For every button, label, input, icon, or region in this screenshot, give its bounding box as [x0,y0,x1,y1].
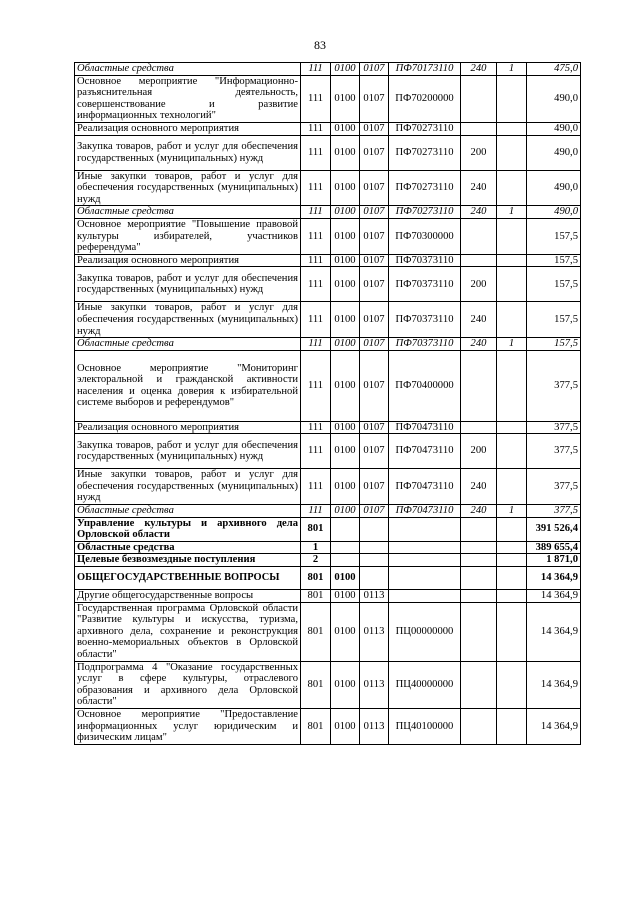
expense-type-cell [461,541,497,554]
funding-source-cell [497,541,527,554]
funding-source-cell: 1 [497,338,527,351]
table-row [75,554,581,567]
subsection-code-cell: 0107 [360,218,389,254]
amount-cell: 157,5 [527,218,581,254]
expense-type-cell [461,661,497,708]
funding-source-cell [497,135,527,170]
table-row [75,661,581,708]
item-name-cell: Закупка товаров, работ и услуг для обеспечения государственных (муниципальных) нужд [75,135,301,170]
funding-source-cell [497,122,527,135]
amount-cell: 490,0 [527,122,581,135]
table-row [75,218,581,254]
subsection-code-cell: 0107 [360,434,389,469]
funding-source-cell [497,350,527,421]
item-name-cell: Областные средства [75,206,301,219]
amount-cell: 377,5 [527,434,581,469]
target-article-cell: ПФ70473110 [389,505,461,518]
subsection-code-cell [360,541,389,554]
item-name-cell: Иные закупки товаров, работ и услуг для обеспечения государственных (муниципальных) нужд [75,469,301,505]
item-name-cell: Областные средства [75,338,301,351]
expense-type-cell: 200 [461,267,497,302]
funding-source-cell [497,254,527,267]
ministry-code-cell: 111 [301,267,331,302]
section-code-cell: 0100 [331,709,360,745]
target-article-cell: ПФ70173110 [389,63,461,76]
ministry-code-cell: 111 [301,206,331,219]
budget-table-body [75,63,581,745]
ministry-code-cell: 801 [301,590,331,603]
item-name-cell: Реализация основного мероприятия [75,254,301,267]
target-article-cell: ПФ70473110 [389,434,461,469]
item-name-cell: Закупка товаров, работ и услуг для обеспечения государственных (муниципальных) нужд [75,434,301,469]
section-code-cell [331,517,360,541]
amount-cell: 157,5 [527,302,581,338]
amount-cell: 14 364,9 [527,661,581,708]
funding-source-cell [497,75,527,122]
ministry-code-cell: 111 [301,63,331,76]
expense-type-cell: 240 [461,338,497,351]
item-name-cell: Областные средства [75,505,301,518]
table-row [75,434,581,469]
target-article-cell: ПЦ00000000 [389,602,461,661]
target-article-cell [389,567,461,590]
amount-cell: 475,0 [527,63,581,76]
ministry-code-cell: 801 [301,517,331,541]
table-row [75,267,581,302]
funding-source-cell [497,590,527,603]
target-article-cell [389,554,461,567]
item-name-cell: Областные средства [75,63,301,76]
expense-type-cell [461,554,497,567]
table-row [75,505,581,518]
section-code-cell: 0100 [331,350,360,421]
page-number: 83 [314,38,326,52]
target-article-cell [389,541,461,554]
subsection-code-cell: 0107 [360,350,389,421]
funding-source-cell [497,709,527,745]
funding-source-cell [497,421,527,434]
funding-source-cell: 1 [497,63,527,76]
item-name-cell: Основное мероприятие "Предоставление информационных услуг юридическим и физическим лицам" [75,709,301,745]
amount-cell: 1 871,0 [527,554,581,567]
ministry-code-cell: 111 [301,469,331,505]
table-row [75,254,581,267]
ministry-code-cell: 111 [301,350,331,421]
expense-type-cell [461,122,497,135]
subsection-code-cell: 0107 [360,302,389,338]
amount-cell: 157,5 [527,338,581,351]
item-name-cell: Основное мероприятие "Повышение правовой культуры избирателей, участников референдума" [75,218,301,254]
ministry-code-cell: 111 [301,421,331,434]
section-code-cell: 0100 [331,421,360,434]
target-article-cell: ПФ70273110 [389,206,461,219]
item-name-cell: Подпрограмма 4 "Оказание государственных услуг в сфере культуры, отраслевого образования и архивного дела Орловской области" [75,661,301,708]
expense-type-cell [461,254,497,267]
target-article-cell: ПФ70373110 [389,254,461,267]
item-name-cell: Иные закупки товаров, работ и услуг для обеспечения государственных (муниципальных) нужд [75,170,301,206]
amount-cell: 490,0 [527,206,581,219]
subsection-code-cell [360,554,389,567]
target-article-cell: ПЦ40100000 [389,709,461,745]
funding-source-cell [497,469,527,505]
ministry-code-cell: 111 [301,254,331,267]
expense-type-cell [461,350,497,421]
subsection-code-cell: 0107 [360,75,389,122]
expense-type-cell: 200 [461,135,497,170]
table-row [75,75,581,122]
ministry-code-cell: 111 [301,135,331,170]
target-article-cell: ПФ70473110 [389,469,461,505]
target-article-cell: ПЦ40000000 [389,661,461,708]
table-row [75,567,581,590]
section-code-cell: 0100 [331,661,360,708]
amount-cell: 14 364,9 [527,602,581,661]
section-code-cell: 0100 [331,63,360,76]
amount-cell: 14 364,9 [527,590,581,603]
subsection-code-cell: 0113 [360,602,389,661]
section-code-cell: 0100 [331,590,360,603]
target-article-cell: ПФ70373110 [389,338,461,351]
target-article-cell: ПФ70373110 [389,267,461,302]
funding-source-cell [497,602,527,661]
ministry-code-cell: 801 [301,602,331,661]
subsection-code-cell: 0113 [360,661,389,708]
section-code-cell [331,541,360,554]
table-row [75,338,581,351]
amount-cell: 377,5 [527,421,581,434]
table-row [75,709,581,745]
ministry-code-cell: 111 [301,122,331,135]
item-name-cell: Управление культуры и архивного дела Орловской области [75,517,301,541]
expense-type-cell [461,75,497,122]
table-row [75,302,581,338]
table-row [75,135,581,170]
target-article-cell [389,517,461,541]
subsection-code-cell: 0107 [360,206,389,219]
subsection-code-cell: 0107 [360,267,389,302]
funding-source-cell [497,302,527,338]
expense-type-cell: 200 [461,434,497,469]
item-name-cell: Государственная программа Орловской области "Развитие культуры и искусства, туризма, архивного дела, сохранение и реконструкция военно-мемориальных объектов в Орловской области" [75,602,301,661]
section-code-cell: 0100 [331,567,360,590]
section-code-cell: 0100 [331,505,360,518]
target-article-cell: ПФ70273110 [389,135,461,170]
funding-source-cell: 1 [497,505,527,518]
ministry-code-cell: 111 [301,434,331,469]
subsection-code-cell: 0107 [360,421,389,434]
budget-table [74,62,581,745]
expense-type-cell: 240 [461,170,497,206]
item-name-cell: ОБЩЕГОСУДАРСТВЕННЫЕ ВОПРОСЫ [75,567,301,590]
amount-cell: 157,5 [527,267,581,302]
subsection-code-cell [360,567,389,590]
funding-source-cell: 1 [497,206,527,219]
target-article-cell: ПФ70473110 [389,421,461,434]
subsection-code-cell: 0113 [360,590,389,603]
item-name-cell: Основное мероприятие "Информационно-разъяснительная деятельность, совершенствование и развитие информационных технологий" [75,75,301,122]
section-code-cell: 0100 [331,267,360,302]
table-row [75,350,581,421]
expense-type-cell: 240 [461,206,497,219]
ministry-code-cell: 801 [301,567,331,590]
ministry-code-cell: 2 [301,554,331,567]
subsection-code-cell: 0107 [360,170,389,206]
table-row [75,469,581,505]
ministry-code-cell: 111 [301,75,331,122]
item-name-cell: Иные закупки товаров, работ и услуг для обеспечения государственных (муниципальных) нужд [75,302,301,338]
subsection-code-cell: 0107 [360,338,389,351]
table-row [75,206,581,219]
subsection-code-cell: 0107 [360,469,389,505]
funding-source-cell [497,170,527,206]
item-name-cell: Областные средства [75,541,301,554]
expense-type-cell [461,602,497,661]
subsection-code-cell: 0107 [360,254,389,267]
section-code-cell: 0100 [331,434,360,469]
funding-source-cell [497,661,527,708]
expense-type-cell [461,218,497,254]
table-row [75,541,581,554]
ministry-code-cell: 1 [301,541,331,554]
section-code-cell: 0100 [331,135,360,170]
amount-cell: 377,5 [527,469,581,505]
table-row [75,517,581,541]
funding-source-cell [497,517,527,541]
section-code-cell [331,554,360,567]
section-code-cell: 0100 [331,122,360,135]
ministry-code-cell: 801 [301,661,331,708]
funding-source-cell [497,434,527,469]
amount-cell: 14 364,9 [527,709,581,745]
section-code-cell: 0100 [331,302,360,338]
table-row [75,590,581,603]
expense-type-cell [461,517,497,541]
ministry-code-cell: 111 [301,338,331,351]
section-code-cell: 0100 [331,469,360,505]
table-row [75,122,581,135]
target-article-cell: ПФ70200000 [389,75,461,122]
ministry-code-cell: 111 [301,505,331,518]
expense-type-cell [461,421,497,434]
amount-cell: 391 526,4 [527,517,581,541]
amount-cell: 490,0 [527,135,581,170]
amount-cell: 14 364,9 [527,567,581,590]
item-name-cell: Реализация основного мероприятия [75,421,301,434]
section-code-cell: 0100 [331,218,360,254]
section-code-cell: 0100 [331,170,360,206]
target-article-cell: ПФ70273110 [389,170,461,206]
table-row [75,170,581,206]
table-row [75,602,581,661]
item-name-cell: Другие общегосударственные вопросы [75,590,301,603]
target-article-cell: ПФ70400000 [389,350,461,421]
ministry-code-cell: 801 [301,709,331,745]
item-name-cell: Основное мероприятие "Мониторинг электоральной и гражданской активности населения и оценка доверия к избирательной системе выборов и референдумов" [75,350,301,421]
funding-source-cell [497,267,527,302]
item-name-cell: Целевые безвозмездные поступления [75,554,301,567]
expense-type-cell [461,590,497,603]
table-row [75,421,581,434]
subsection-code-cell: 0113 [360,709,389,745]
funding-source-cell [497,554,527,567]
target-article-cell: ПФ70300000 [389,218,461,254]
subsection-code-cell: 0107 [360,505,389,518]
ministry-code-cell: 111 [301,302,331,338]
table-row [75,63,581,76]
amount-cell: 490,0 [527,75,581,122]
expense-type-cell [461,709,497,745]
expense-type-cell [461,567,497,590]
subsection-code-cell: 0107 [360,63,389,76]
section-code-cell: 0100 [331,602,360,661]
subsection-code-cell: 0107 [360,135,389,170]
expense-type-cell: 240 [461,302,497,338]
item-name-cell: Реализация основного мероприятия [75,122,301,135]
section-code-cell: 0100 [331,75,360,122]
subsection-code-cell [360,517,389,541]
target-article-cell: ПФ70373110 [389,302,461,338]
funding-source-cell [497,218,527,254]
section-code-cell: 0100 [331,206,360,219]
item-name-cell: Закупка товаров, работ и услуг для обеспечения государственных (муниципальных) нужд [75,267,301,302]
amount-cell: 377,5 [527,505,581,518]
expense-type-cell: 240 [461,469,497,505]
subsection-code-cell: 0107 [360,122,389,135]
ministry-code-cell: 111 [301,218,331,254]
section-code-cell: 0100 [331,254,360,267]
section-code-cell: 0100 [331,338,360,351]
amount-cell: 490,0 [527,170,581,206]
expense-type-cell: 240 [461,63,497,76]
ministry-code-cell: 111 [301,170,331,206]
funding-source-cell [497,567,527,590]
target-article-cell: ПФ70273110 [389,122,461,135]
amount-cell: 377,5 [527,350,581,421]
expense-type-cell: 240 [461,505,497,518]
target-article-cell [389,590,461,603]
amount-cell: 389 655,4 [527,541,581,554]
amount-cell: 157,5 [527,254,581,267]
